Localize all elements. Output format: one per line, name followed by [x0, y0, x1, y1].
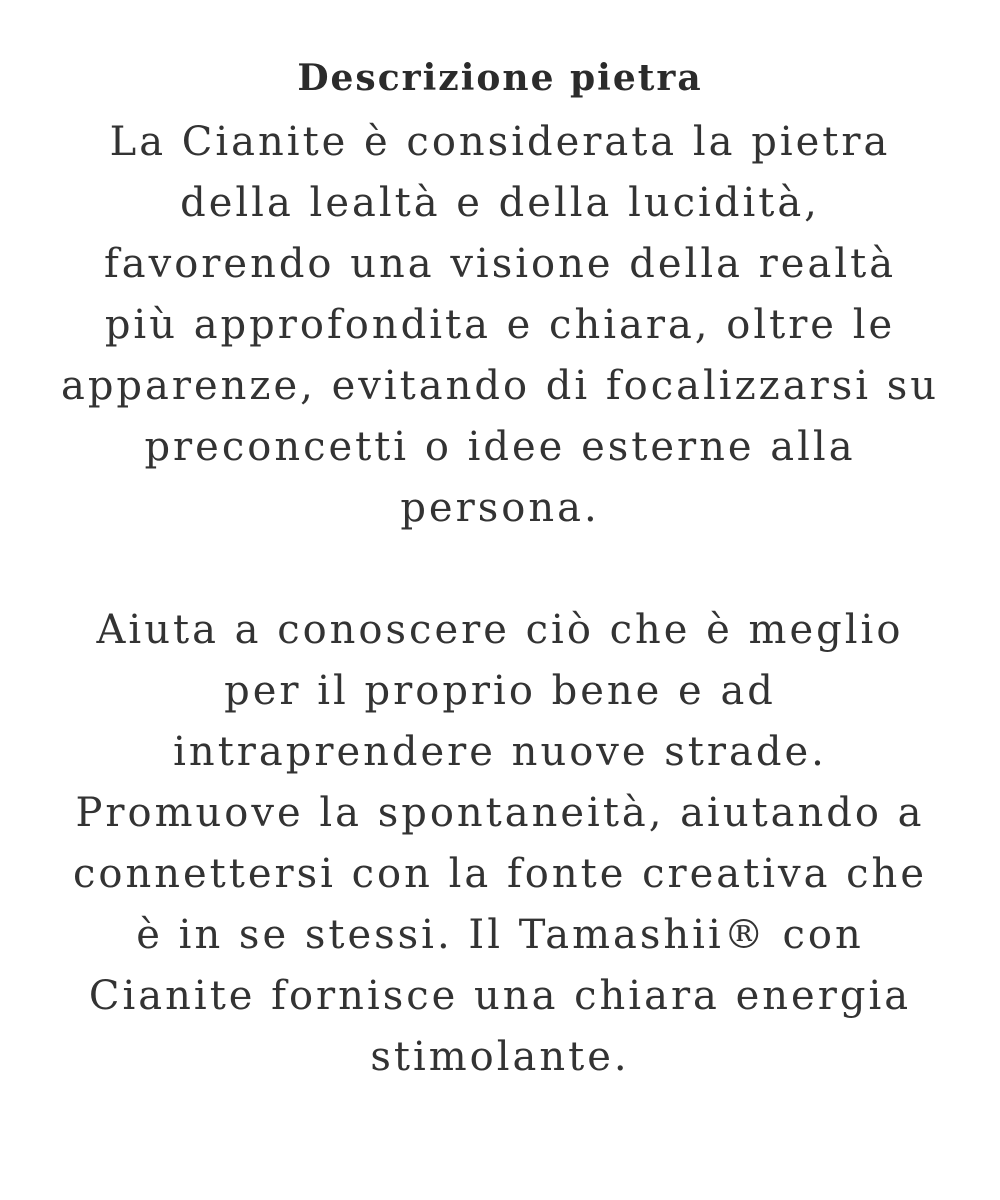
description-body	[60, 112, 940, 1088]
stone-description-section	[60, 52, 940, 1088]
section-title: Descrizione pietra	[297, 57, 703, 99]
description-paragraph-1: La Cianite è considerata la pietra della lealtà e della lucidità, favorendo una visione della realtà più approfondita e chiara, oltre le apparenze, evitando di focalizzarsi su preconcetti o idee esterne alla persona.	[60, 119, 940, 531]
paragraph-spacer	[60, 539, 940, 600]
description-paragraph-2: Aiuta a conoscere ciò che è meglio per il proprio bene e ad intraprendere nuove strade. Promuove la spontaneità, aiutando a connettersi con la fonte creativa che è in se stessi. Il Tamashii® con Cianite fornisce una chiara energia stimolante.	[73, 607, 927, 1080]
